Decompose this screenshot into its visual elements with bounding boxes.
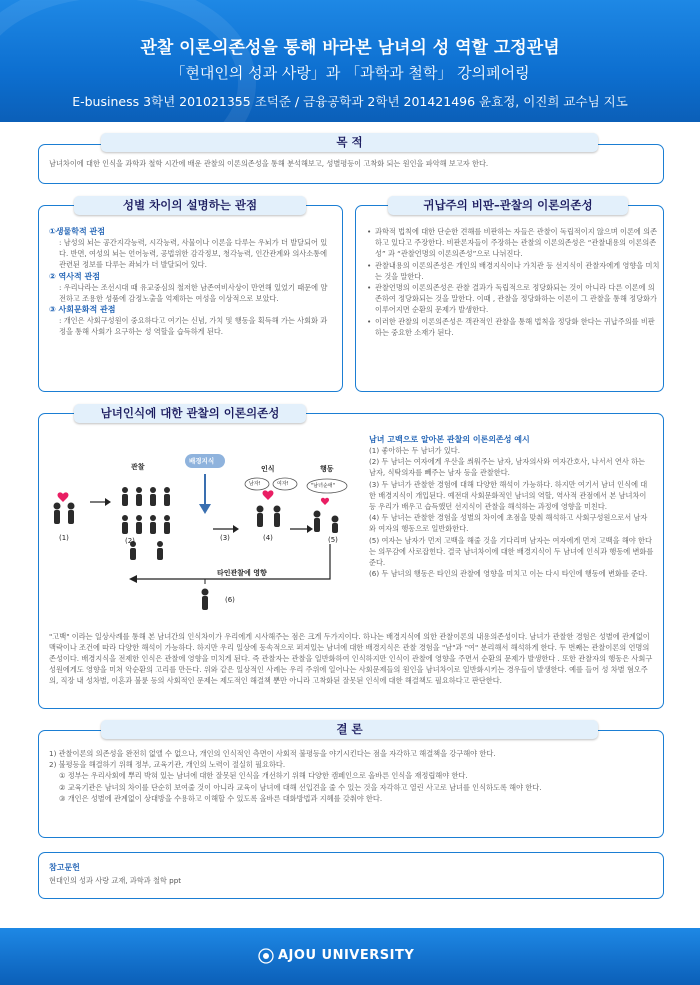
conclusion-line: ② 교육기관은 남녀의 차이를 단순히 보여줄 것이 아니라 교육이 남녀에 대해 선입견을 줄 수 있는 것을 자각하고 열린 사고로 남녀를 인식하도록 해야 한다. (59, 782, 542, 792)
induction-item: • 과학적 법칙에 대한 단순한 견해를 비판하는 자들은 관찰이 독립적이지 않으며 이론에 의존하고 있다고 주장한다. 비판론자들이 주장하는 관찰의 이론의존성은 “관찰내용의 이론의존성” 과 “관찰언명의 이론의존성”으로 나뉘진다. (375, 226, 660, 260)
label-background: 배경지식 (189, 457, 215, 465)
bubble-man: 남자! (249, 481, 261, 487)
references-box (38, 852, 664, 899)
label-perception: 인식 (261, 465, 275, 473)
references-heading: 참고문헌 (49, 863, 80, 872)
induction-heading: 귀납주의 비판–관찰의 이론의존성 (388, 196, 628, 215)
gender-diff-content (49, 226, 333, 337)
conclusion-box (38, 730, 664, 838)
step-1: (1) (59, 534, 69, 542)
conclusion-heading: 결 론 (101, 720, 598, 739)
poster-subtitle: 「현대인의 성과 사랑」과 「과학과 철학」 강의페어링 (170, 64, 530, 82)
references-text: 현대인의 성과 사랑 교재, 과학과 철학 ppt (49, 876, 182, 885)
example-heading: 남녀 고백으로 알아본 관찰의 이론의존성 예시 (369, 435, 530, 444)
induction-item: • 관찰언명의 이론의존성은 관찰 결과가 독립적으로 정당화되는 것이 아니라 다른 이론에 의존하여 정당화되는 것을 말한다. 이때 , 관찰을 정당화하는 이론이 그 관찰을 통해 정당화가 이루어지면 순환의 문제가 발생한다. (375, 282, 660, 316)
example-item: (4) 두 남녀는 관찰한 경험을 성별의 차이에 초점을 맞춰 해석하고 사회구성원으로서 남자와 여자의 행동으로 일반화한다. (369, 513, 648, 534)
hist-text: : 우리나라는 조선시대 때 유교중심의 철저한 남존여비사상이 만연해 있었기 때문에 얌전하고 조용한 성품에 감정노출을 억제하는 여성을 이상적으로 보았다. (59, 282, 328, 303)
label-action: 행동 (320, 465, 334, 473)
poster-header (0, 0, 700, 122)
conclusion-line: ① 정부는 우리사회에 뿌리 박혀 있는 남녀에 대한 잘못된 인식을 개선하기 위해 다양한 캠페인으로 올바른 인식을 재정립해야 한다. (59, 771, 468, 781)
hist-title: ② 역사적 관점 (49, 271, 100, 281)
induction-box (355, 205, 664, 392)
conclusion-line: 2) 불평등을 해결하기 위해 정부, 교육기관, 개인의 노력이 절실히 필요하다. (49, 760, 286, 770)
step-2: (2) (125, 537, 135, 545)
perception-summary: "고백" 이라는 일상사례를 통해 본 남녀간의 인식차이가 우리에게 시사해주는 점은 크게 두가지이다. 하나는 배경지식에 의한 관찰이론의 내용의존성이다. 남녀가 관찰한 경험은 성별에 관계없이 맥락이나 조건에 따라 다양한 해석이 가능하다. 하지만 우리 일상에 동속적으로 퍼져있는 남녀에 대한 배경지식은 관찰 경험을 "남"과 "여" 분리해서 해석하게 한다. 두 번째는 관찰이론의 언명의존성이다. 배경지식을 전제한 인식은 관찰에 영향을 미치게 된다. 즉 관찰자는 관찰을 일반화하여 인식하지만 인식이 관찰에 영향을 주면서 순환의 문제가 발생한다 . 또한 관찰자의 행동은 사회구성원에게도 영향을 미쳐 악순환의 고리를 만든다. 위와 같은 일상적인 사례는 우리 주위에 일어나는 사회문제들의 원인을 남녀차이로 일반화시키는 경우들이 발생한다. 예를 들어 성 차별 혐오주의, 직장 내 성차별, 이혼과 불륜 등의 사회적인 문제는 제도적인 해결책 뿐만 아니라 고착화된 잘못된 인식에 대한 해결책도 필요하다고 판단한다. (49, 632, 653, 685)
bio-text: : 남성의 뇌는 공간지각능력, 시각능력, 사물이나 이론을 다루는 우뇌가 더 발달되어 있다. 반면, 여성의 뇌는 언어능력, 공법위한 감각정보, 청각능력, 인간관계와 의사소통에 관련된 정보를 다루는 좌뇌가 더 발달되어 있다. (59, 238, 328, 270)
purpose-heading: 목 적 (101, 133, 598, 152)
step-3: (3) (220, 534, 230, 542)
induction-item: • 관찰내용의 이론의존성은 개인의 배경지식이나 가치관 등 선지식이 관찰자에게 영향을 미치는 것을 말한다. (375, 260, 660, 282)
socio-title: ③ 사회문화적 관점 (49, 305, 116, 315)
poster-authors: E-business 3학년 201021355 조덕준 / 금융공학과 2학년 201421496 윤효정, 이진희 교수님 지도 (72, 94, 628, 109)
bubble-action: "남녀순애" (311, 483, 335, 489)
example-item: (2) 두 남녀는 여자에게 우산을 씌워주는 남자, 남자의사와 여자간호사, 나서서 연사 하는 남자, 식탁의자를 빼주는 남자 등을 관찰한다. (369, 457, 645, 478)
perception-heading: 남녀인식에 대한 관찰의 이론의존성 (74, 404, 306, 423)
poster-title: 관찰 이론의존성을 통해 바라본 남녀의 성 역할 고정관념 (140, 38, 560, 58)
poster-footer (0, 928, 700, 985)
example-item: (1) 좋아하는 두 남녀가 있다. (369, 446, 461, 455)
example-item: (5) 여자는 남자가 먼저 고백을 해줄 것을 기다리며 남자는 여자에게 먼저 고백을 해야 한다는 의무감에 사로잡힌다. 결국 남녀차이에 대한 배경지식이 두 남녀에 인식과 행동에 변화를 준다. (369, 535, 654, 568)
induction-list (366, 226, 660, 338)
example-block (369, 434, 654, 579)
gender-diff-heading: 성별 차이의 설명하는 관점 (74, 196, 306, 215)
example-item: (3) 두 남녀가 관찰한 경험에 대해 다양한 해석이 가능하다. 하지만 여기서 남녀 인식에 대한 배경지식이 개입된다. 예전대 사회문화적인 남녀의 역할, 역사적 관점에서 본 남녀차이 등 우리가 배우고 습득했던 선지식이 관찰을 해석하는 과정에 영향을 미친다. (369, 479, 648, 512)
perception-box (38, 413, 664, 709)
step-4: (4) (263, 534, 273, 542)
bubble-woman: 여자! (277, 481, 289, 487)
bio-title: ①생물학적 관점 (49, 227, 105, 236)
step-6: (6) (225, 596, 235, 604)
label-observation: 관찰 (131, 463, 145, 471)
example-item: (6) 두 남녀의 행동은 타인의 관찰에 영향을 미치고 이는 다시 타인에 행동에 변화를 준다. (369, 569, 648, 579)
socio-text: : 개인은 사회구성원이 중요하다고 여기는 신념, 가치 및 행동을 획득해 가는 사회화 과정을 통해 사회가 요구하는 성 역할을 습득하게 된다. (59, 316, 328, 337)
university-logo: AJOU UNIVERSITY (278, 948, 415, 963)
step-5: (5) (328, 536, 338, 544)
gender-diff-box (38, 205, 343, 392)
induction-item: • 이러한 관찰의 이론의존성은 객관적인 관찰을 통해 법칙을 정당화 한다는 귀납주의를 비판하는 중요한 소재가 된다. (375, 316, 660, 338)
label-influence: 타인관찰에 영향 (217, 569, 267, 577)
conclusion-line: ③ 개인은 성별에 관계없이 상대방을 수용하고 이해할 수 있도록 올바른 대화방법과 지혜를 갖춰야 한다. (59, 793, 383, 803)
conclusion-line: 1) 관찰이론의 의존성을 완전히 없앨 수 없으나, 개인의 인식적인 측면이 사회적 불평등을 야기시킨다는 점을 자각하고 해결책을 강구해야 한다. (49, 749, 496, 758)
purpose-text: 남녀차이에 대한 인식을 과학과 철학 시간에 배운 관찰의 이론의존성을 통해 분석해보고, 성별평등이 고착화 되는 원인을 파악해 보고자 한다. (49, 159, 489, 168)
university-emblem-icon (258, 948, 274, 964)
conclusion-content (49, 748, 654, 804)
perception-diagram (45, 434, 363, 614)
